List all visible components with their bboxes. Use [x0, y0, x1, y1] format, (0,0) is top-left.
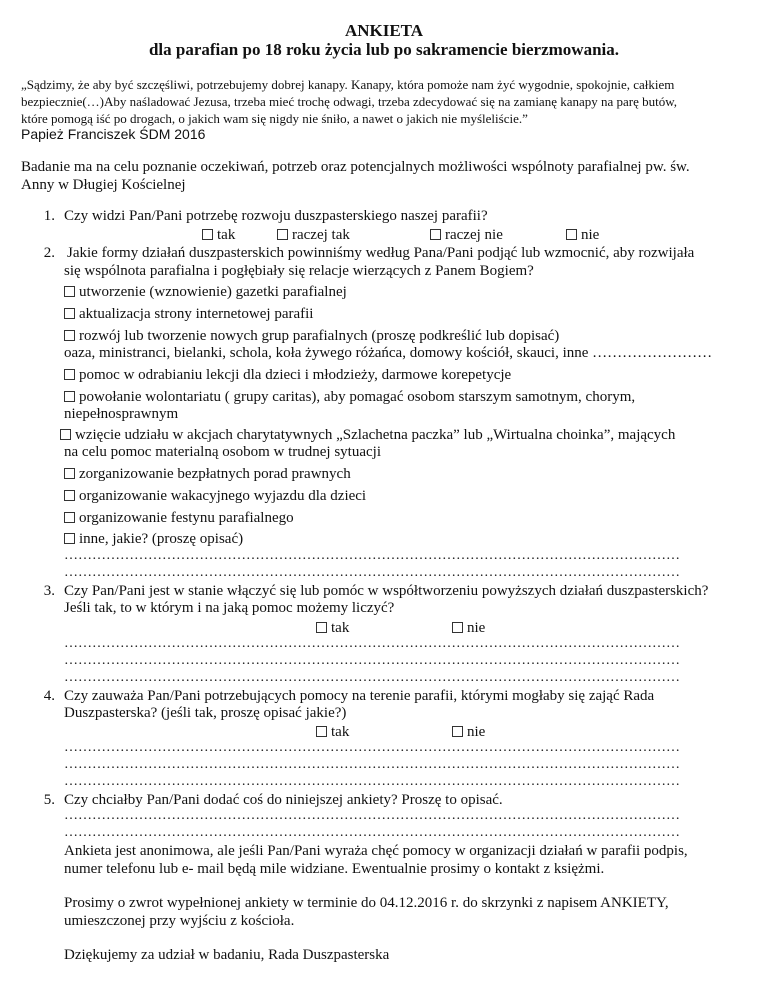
checkbox-icon[interactable]: [64, 490, 75, 501]
q2-option-label: zorganizowanie bezpłatnych porad prawnych: [79, 466, 351, 482]
question-2-text-2: się wspólnota parafialna i pogłębiały się relacje wierzących z Panem Bogiem?: [64, 263, 534, 279]
q2-option-label: powołanie wolontariatu ( grupy caritas), aby pomagać osobom starszym samotnym, chorym,: [79, 389, 636, 405]
answer-line[interactable]: ……………………………………………………………………………………………………………………: [64, 636, 680, 651]
anonymity-line-1: Ankieta jest anonimowa, ale jeśli Pan/Pani wyraża chęć pomocy w organizacji działań w parafii podpis,: [64, 843, 688, 859]
question-5-number: 5.: [43, 792, 55, 808]
question-3-text-1: Czy Pan/Pani jest w stanie włączyć się lub pomóc w współtworzeniu powyższych działań duszpasterskich?: [64, 583, 709, 599]
checkbox-icon[interactable]: [64, 391, 75, 402]
return-line-1: Prosimy o zwrot wypełnionej ankiety w terminie do 04.12.2016 r. do skrzynki z napisem ANKIETY,: [64, 895, 669, 911]
question-2-text-1: Jakie formy działań duszpasterskich powinniśmy według Pana/Pani podjąć lub wzmocnić, aby rozwijała: [67, 245, 695, 261]
q2-option-grupy-list[interactable]: oaza, ministranci, bielanki, schola, koła żywego różańca, domowy kościół, skauci, inne ……………………: [64, 345, 713, 361]
question-1-text: Czy widzi Pan/Pani potrzebę rozwoju duszpasterskiego naszej parafii?: [64, 208, 488, 224]
checkbox-icon[interactable]: [452, 726, 463, 737]
checkbox-icon[interactable]: [316, 622, 327, 633]
q3-option-tak[interactable]: [316, 619, 349, 637]
q2-option-inne[interactable]: [64, 530, 243, 548]
quote-line-1: „Sądzimy, że aby być szczęśliwi, potrzebujemy dobrej kanapy. Kanapy, która pomoże nam żyć wygodnie, spokojnie, całkiem: [21, 77, 675, 92]
question-2-number: 2.: [43, 245, 55, 261]
checkbox-icon[interactable]: [277, 229, 288, 240]
q1-option-nie[interactable]: [566, 226, 599, 244]
question-1-number: 1.: [43, 208, 55, 224]
q2-option-label: pomoc w odrabianiu lekcji dla dzieci i młodzieży, darmowe korepetycje: [79, 367, 512, 383]
q4-option-nie[interactable]: [452, 723, 485, 741]
q1-option-tak[interactable]: [202, 226, 235, 244]
q2-option-strona[interactable]: [64, 305, 313, 323]
answer-line[interactable]: ……………………………………………………………………………………………………………………: [64, 808, 680, 823]
q2-option-label: wzięcie udziału w akcjach charytatywnych „Szlachetna paczka” lub „Wirtualna choinka”, mających: [75, 427, 676, 443]
question-3-text-2: Jeśli tak, to w którym i na jaką pomoc możemy liczyć?: [64, 600, 395, 616]
checkbox-icon[interactable]: [64, 330, 75, 341]
checkbox-icon[interactable]: [60, 429, 71, 440]
q2-option-akcje-cont: na celu pomoc materialną osobom w trudnej sytuacji: [64, 444, 381, 460]
question-4-text-1: Czy zauważa Pan/Pani potrzebujących pomocy na terenie parafii, którymi mogłaby się zająć Rada: [64, 688, 655, 704]
q2-option-wyjazd[interactable]: [64, 487, 366, 505]
intro-line-2: Anny w Długiej Kościelnej: [21, 177, 186, 193]
question-4-text-2: Duszpasterska? (jeśli tak, proszę opisać jakie?): [64, 705, 347, 721]
answer-line[interactable]: ……………………………………………………………………………………………………………………: [64, 740, 680, 755]
q4-option-tak[interactable]: [316, 723, 349, 741]
quote-author: Papież Franciszek ŚDM 2016: [21, 126, 206, 142]
q2-option-korepetycje[interactable]: [64, 366, 511, 384]
q3-option-label: nie: [467, 620, 486, 636]
checkbox-icon[interactable]: [202, 229, 213, 240]
q2-option-grupy[interactable]: [64, 327, 559, 345]
question-5-text: Czy chciałby Pan/Pani dodać coś do niniejszej ankiety? Proszę to opisać.: [64, 792, 503, 808]
checkbox-icon[interactable]: [64, 512, 75, 523]
checkbox-icon[interactable]: [566, 229, 577, 240]
checkbox-icon[interactable]: [64, 468, 75, 479]
q2-option-porady[interactable]: [64, 465, 351, 483]
q1-option-label: nie: [581, 227, 600, 243]
q2-option-label: organizowanie festynu parafialnego: [79, 510, 294, 526]
page-title: ANKIETA: [344, 21, 424, 40]
q2-option-akcje[interactable]: [60, 426, 675, 444]
q1-option-label: raczej tak: [292, 227, 350, 243]
q2-option-label: aktualizacja strony internetowej parafii: [79, 306, 314, 322]
q2-option-wolontariat-cont: niepełnosprawnym: [64, 406, 179, 422]
checkbox-icon[interactable]: [64, 369, 75, 380]
page-subtitle: dla parafian po 18 roku życia lub po sakramencie bierzmowania.: [148, 40, 620, 59]
q2-option-label: utworzenie (wznowienie) gazetki parafialnej: [79, 284, 347, 300]
q4-option-label: tak: [331, 724, 350, 740]
intro-line-1: Badanie ma na celu poznanie oczekiwań, potrzeb oraz potencjalnych możliwości wspólnoty parafialnej pw. św.: [21, 159, 690, 175]
answer-line[interactable]: ……………………………………………………………………………………………………………………: [64, 548, 680, 563]
answer-line[interactable]: ……………………………………………………………………………………………………………………: [64, 757, 680, 772]
q3-option-label: tak: [331, 620, 350, 636]
answer-line[interactable]: ……………………………………………………………………………………………………………………: [64, 670, 680, 685]
q2-option-wolontariat[interactable]: [64, 388, 635, 406]
q4-option-label: nie: [467, 724, 486, 740]
checkbox-icon[interactable]: [316, 726, 327, 737]
quote-line-3: które pomogą iść po drogach, o jakich wam się nigdy nie śniło, a nawet o jakich nie myśleliście.”: [21, 111, 528, 126]
q2-option-gazetka[interactable]: [64, 283, 347, 301]
checkbox-icon[interactable]: [430, 229, 441, 240]
answer-line[interactable]: ……………………………………………………………………………………………………………………: [64, 825, 680, 840]
q1-option-raczej-tak[interactable]: [277, 226, 350, 244]
q1-option-label: tak: [217, 227, 236, 243]
anonymity-line-2: numer telefonu lub e- mail będą mile widziane. Ewentualnie prosimy o kontakt z księżmi.: [64, 861, 605, 877]
answer-line[interactable]: ……………………………………………………………………………………………………………………: [64, 565, 680, 580]
question-3-number: 3.: [43, 583, 55, 599]
checkbox-icon[interactable]: [64, 533, 75, 544]
quote-line-2: bezpiecznie(…)Aby naśladować Jezusa, trzeba mieć trochę odwagi, trzeba zdecydować się na zamianę kanapy na parę butów,: [21, 94, 678, 109]
q2-option-label: inne, jakie? (proszę opisać): [79, 531, 244, 547]
q1-option-label: raczej nie: [445, 227, 503, 243]
checkbox-icon[interactable]: [452, 622, 463, 633]
q2-option-label: organizowanie wakacyjnego wyjazdu dla dzieci: [79, 488, 367, 504]
q1-option-raczej-nie[interactable]: [430, 226, 503, 244]
q3-option-nie[interactable]: [452, 619, 485, 637]
checkbox-icon[interactable]: [64, 308, 75, 319]
q2-option-festyn[interactable]: [64, 509, 294, 527]
return-line-2: umieszczonej przy wyjściu z kościoła.: [64, 913, 295, 929]
q2-option-label: rozwój lub tworzenie nowych grup parafialnych (proszę podkreślić lub dopisać): [79, 328, 560, 344]
thanks-line: Dziękujemy za udział w badaniu, Rada Duszpasterska: [64, 947, 390, 963]
answer-line[interactable]: ……………………………………………………………………………………………………………………: [64, 774, 680, 789]
answer-line[interactable]: ……………………………………………………………………………………………………………………: [64, 653, 680, 668]
question-4-number: 4.: [43, 688, 55, 704]
checkbox-icon[interactable]: [64, 286, 75, 297]
